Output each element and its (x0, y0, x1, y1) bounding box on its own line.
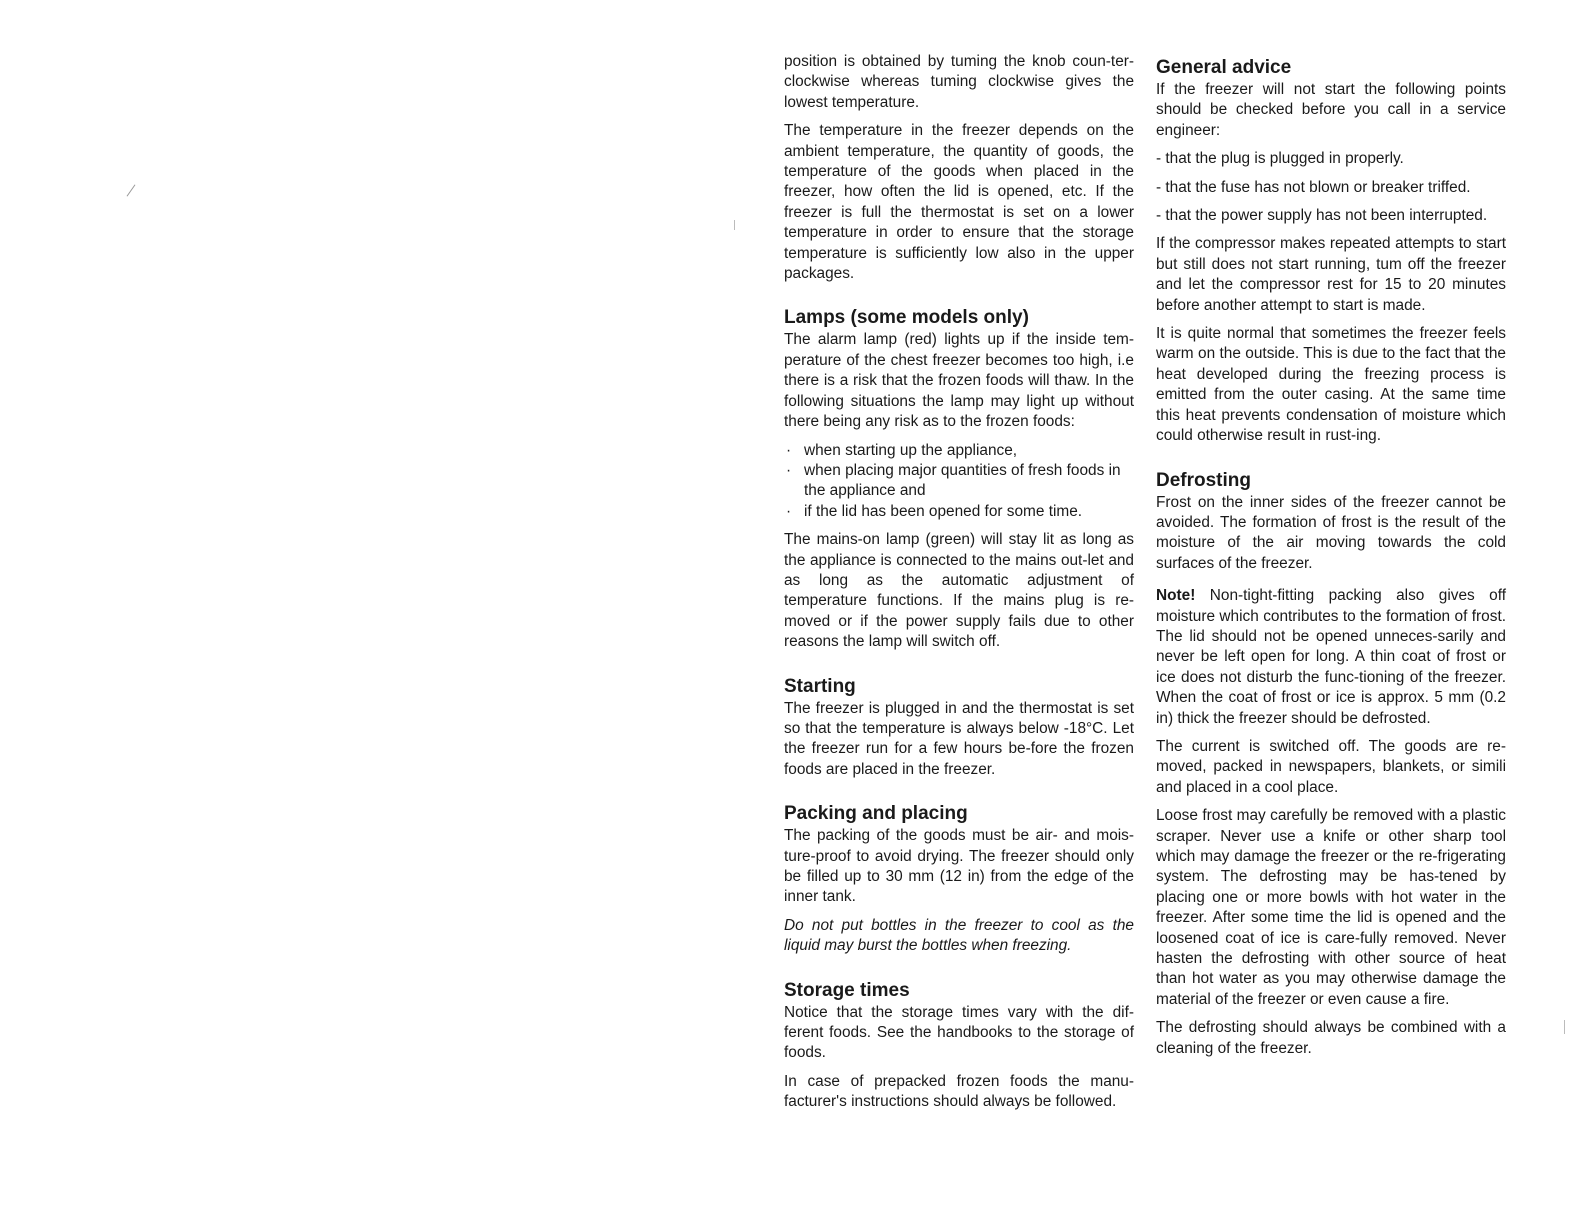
packing-paragraph: The packing of the goods must be air- and mois-ture-proof to avoid drying. The freezer should only be filled up to 30 mm (12 in) from the edge of the inner tank. (784, 827, 1134, 906)
storage-paragraph-1: Notice that the storage times vary with the dif-ferent foods. See the handbooks to the storage of foods. (784, 1003, 1134, 1062)
defrosting-paragraph-4: Loose frost may carefully be removed with a plastic scraper. Never use a knife or other sharp tool which may damage the freezer or the re-frigerating system. The defrosting may be has-tened by placing one or more bowls with hot water in the freezer. After some time the lid is opened and the loosened coat of ice is care-fully removed. Never hasten the defrosting with other source of heat than hot water as you may otherwise damage the material of the freezer or even cause a fire. (1156, 807, 1506, 1008)
scan-mark (127, 184, 136, 196)
packing-heading: Packing and placing (784, 803, 968, 825)
list-item: · when starting up the appliance, (784, 441, 1134, 461)
right-column (1156, 52, 1506, 1067)
intro-paragraph-2: The temperature in the freezer depends on the ambient temperature, the quantity of goods, the temperature of the goods when placed in the freezer, how often the lid is opened, etc. If the freezer is full the thermostat is set on a lower temperature in order to ensure that the storage temperature is sufficiently low also in the upper packages. (784, 122, 1134, 283)
note-label: Note! (1156, 587, 1196, 605)
scan-mark (1564, 1020, 1565, 1034)
defrosting-paragraph-1: Frost on the inner sides of the freezer cannot be avoided. The formation of frost is the result of the moisture of the air moving towards the cold surfaces of the freezer. (1156, 493, 1506, 572)
defrosting-note (1156, 586, 1506, 729)
lamps-list (784, 441, 1134, 523)
lamps-paragraph-2: The mains-on lamp (green) will stay lit as long as the appliance is connected to the mains out-let and as long as the automatic adjustment of temperature functions. If the mains plug is re-moved or if the power supply fails due to other reasons the lamp will switch off. (784, 531, 1134, 651)
left-column (784, 52, 1134, 1121)
general-paragraph-2: If the compressor makes repeated attempts to start but still does not start running, tum off the freezer and let the compressor rest for 15 to 20 minutes before another attempt to start is made. (1156, 235, 1506, 314)
general-paragraph-1: If the freezer will not start the following points should be checked before you call in a service engineer: (1156, 81, 1506, 139)
defrosting-paragraph-5: The defrosting should always be combined with a cleaning of the freezer. (1156, 1019, 1506, 1057)
packing-italic-note: Do not put bottles in the freezer to cool as the liquid may burst the bottles when freezing. (784, 916, 1134, 955)
list-item: - that the plug is plugged in properly. (1156, 150, 1404, 168)
general-paragraph-3: It is quite normal that sometimes the freezer feels warm on the outside. This is due to the fact that the heat developed during the freezing process is emitted from the outer casing. At the same time this heat prevents condensation of moisture which could otherwise result in rust-ing. (1156, 325, 1506, 445)
lamps-paragraph-1: The alarm lamp (red) lights up if the inside tem-perature of the chest freezer becomes too high, i.e there is a risk that the frozen foods will thaw. In the following situations the lamp may light up without there being any risk as to the frozen foods: (784, 331, 1134, 431)
starting-paragraph: The freezer is plugged in and the thermostat is set so that the temperature is always below -18°C. Let the freezer run for a few hours be-fore the frozen foods are placed in the freezer. (784, 699, 1134, 778)
note-text: Non-tight-fitting packing also gives off moisture which contributes to the formation of frost. The lid should not be opened unneces-sarily and never be left open for long. A thin coat of frost or ice does not disturb the func-tioning of the freezer. When the coat of frost or ice is approx. 5 mm (0.2 in) thick the freezer should be defrosted. (1156, 587, 1506, 727)
storage-heading: Storage times (784, 979, 910, 1001)
list-item: · if the lid has been opened for some time. (784, 502, 1134, 522)
storage-paragraph-2: In case of prepacked frozen foods the manu-facturer's instructions should always be followed. (784, 1072, 1134, 1111)
general-advice-heading: General advice (1156, 57, 1292, 78)
list-item: - that the power supply has not been interrupted. (1156, 207, 1488, 225)
scan-mark (734, 220, 735, 230)
list-item: - that the fuse has not blown or breaker triffed. (1156, 178, 1471, 196)
intro-paragraph-1: position is obtained by tuming the knob coun-ter-clockwise whereas tuming clockwise gives the lowest temperature. (784, 53, 1134, 111)
list-item: · when placing major quantities of fresh foods in the appliance and (784, 461, 1134, 502)
checks-list (1156, 149, 1506, 226)
lamps-heading: Lamps (some models only) (784, 307, 1029, 329)
starting-heading: Starting (784, 675, 856, 697)
defrosting-heading: Defrosting (1156, 469, 1251, 491)
defrosting-paragraph-3: The current is switched off. The goods are re-moved, packed in newspapers, blankets, or simili and placed in a cool place. (1156, 737, 1506, 796)
